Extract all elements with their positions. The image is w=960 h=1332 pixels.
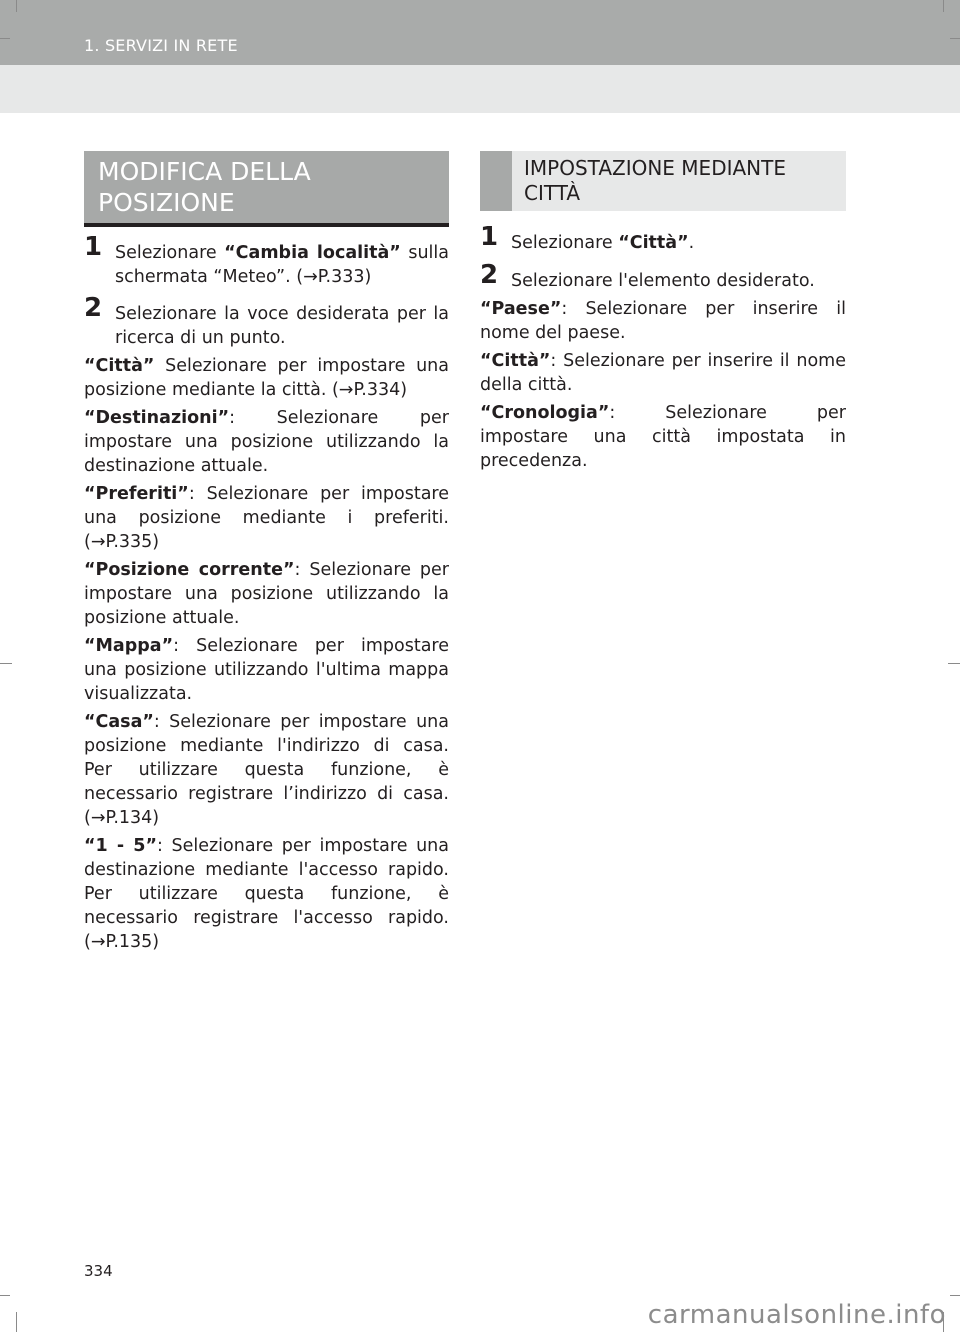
option-term: “Casa” <box>84 712 154 732</box>
header-band <box>0 0 960 65</box>
option-desc: : Selezionare per impostare una posizione utilizzando l'ultima mappa visualizzata. <box>84 636 449 704</box>
option-citta <box>480 349 846 397</box>
step-text-tail: . <box>688 233 695 253</box>
step-text: Selezionare <box>115 243 225 263</box>
option-desc: Selezionare per impostare una posizione mediante la città. (→P.334) <box>84 356 449 400</box>
option-desc: : Selezionare per impostare una posizione mediante i preferiti. (→P.335) <box>84 484 449 552</box>
step-text: Selezionare la voce desiderata per la ricerca di un punto. <box>115 304 449 348</box>
option-citta <box>84 354 449 402</box>
section-accent-bar <box>480 151 512 211</box>
section-header-impostazione <box>480 151 846 211</box>
left-column <box>84 151 449 954</box>
watermark: carmanualsonline.info <box>647 1300 946 1330</box>
option-paese <box>480 297 846 345</box>
option-accesso-rapido <box>84 834 449 954</box>
option-term: “Cronologia” <box>480 403 610 423</box>
option-term: “Preferiti” <box>84 484 189 504</box>
section-title: MODIFICA DELLA POSIZIONE <box>98 157 311 217</box>
option-cronologia <box>480 401 846 473</box>
step-term: “Città” <box>618 233 689 253</box>
step-2 <box>84 293 449 350</box>
option-term: “Città” <box>84 356 155 376</box>
option-term: “Paese” <box>480 299 562 319</box>
step-text: Selezionare l'elemento desiderato. <box>511 271 815 291</box>
option-posizione-corrente <box>84 558 449 630</box>
option-term: “Città” <box>480 351 551 371</box>
option-desc: : Selezionare per impostare una destinazione mediante l'accesso rapido. Per utilizzare questa funzione, è necessario registrare l'accesso rapido. (→P.135) <box>84 836 450 952</box>
option-mappa <box>84 634 449 706</box>
crop-mark <box>950 1295 960 1296</box>
step-number: 1 <box>84 232 103 262</box>
option-desc: : Selezionare per impostare una posizione utilizzando la destinazione attuale. <box>84 408 449 476</box>
page-number: 334 <box>84 1262 113 1280</box>
step-1 <box>84 232 449 289</box>
crop-mark <box>16 1312 17 1332</box>
option-desc: : Selezionare per inserire il nome della città. <box>480 351 846 395</box>
crop-mark <box>0 663 12 664</box>
header-subband <box>0 65 960 113</box>
crop-mark <box>0 1295 10 1296</box>
step-term: “Cambia località” <box>224 243 401 263</box>
step-number: 2 <box>84 293 103 323</box>
option-term: “Mappa” <box>84 636 174 656</box>
section-header-modifica <box>84 151 449 227</box>
option-preferiti <box>84 482 449 554</box>
option-destinazioni <box>84 406 449 478</box>
step-text-tail: sulla schermata “Meteo”. (→P.333) <box>115 243 449 287</box>
chapter-title: 1. SERVIZI IN RETE <box>84 36 238 55</box>
step-text: Selezionare <box>511 233 619 253</box>
option-desc: : Selezionare per impostare una posizione utilizzando la posizione attuale. <box>84 560 449 628</box>
option-casa <box>84 710 449 830</box>
option-desc: : Selezionare per impostare una città impostata in precedenza. <box>480 403 846 471</box>
option-term: “Posizione corrente” <box>84 560 295 580</box>
crop-mark <box>0 38 10 39</box>
crop-mark <box>16 0 17 12</box>
step-2 <box>480 260 846 293</box>
option-term: “1 - 5” <box>84 836 157 856</box>
option-desc: : Selezionare per impostare una posizione mediante l'indirizzo di casa. Per utilizzare questa funzione, è necessario registrare l’indirizzo di casa. (→P.134) <box>84 712 449 828</box>
right-column <box>480 151 846 473</box>
step-1 <box>480 222 846 255</box>
option-desc: : Selezionare per inserire il nome del paese. <box>480 299 846 343</box>
crop-mark <box>943 0 944 12</box>
step-number: 1 <box>480 222 499 252</box>
crop-mark <box>948 663 960 664</box>
crop-mark <box>950 38 960 39</box>
step-number: 2 <box>480 260 499 290</box>
option-term: “Destinazioni” <box>84 408 230 428</box>
section-title: IMPOSTAZIONE MEDIANTE CITTÀ <box>524 156 786 205</box>
